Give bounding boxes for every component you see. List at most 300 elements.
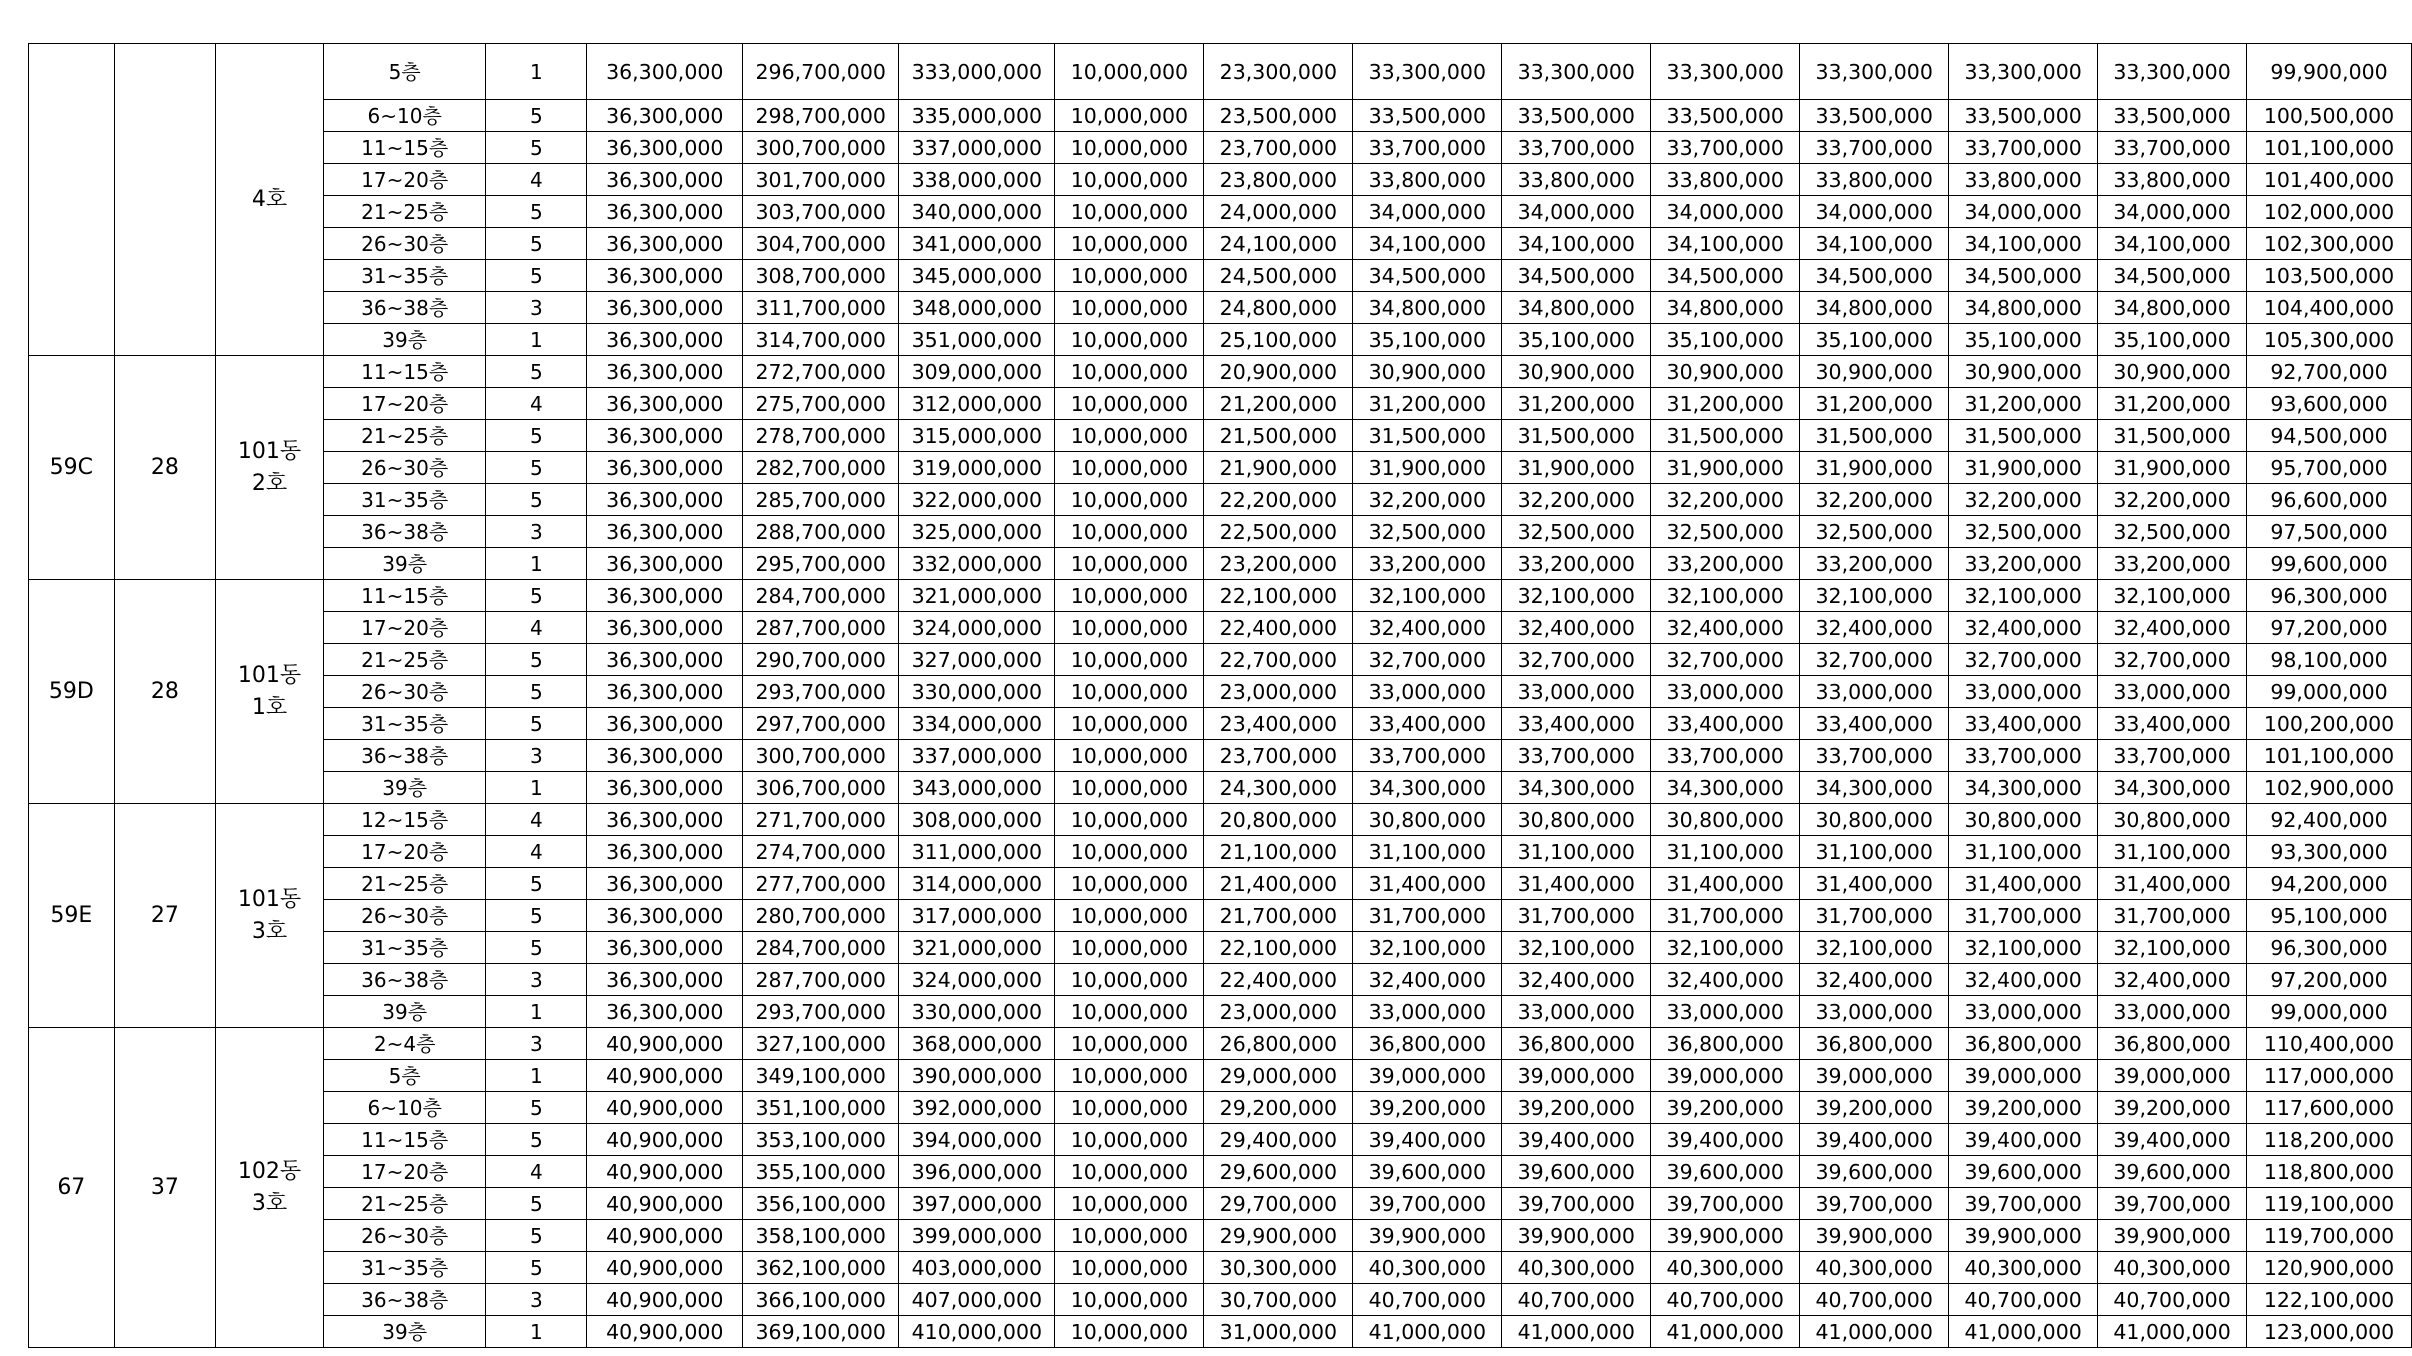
floor-range-cell: 36~38층 — [323, 1284, 485, 1316]
price-value-cell: 40,300,000 — [1353, 1252, 1502, 1284]
price-value-cell: 30,800,000 — [1353, 804, 1502, 836]
table-row — [29, 196, 2412, 228]
price-value-cell: 277,700,000 — [743, 868, 899, 900]
table-row — [29, 44, 2412, 100]
price-value-cell: 306,700,000 — [743, 772, 899, 804]
price-value-cell: 40,300,000 — [1800, 1252, 1949, 1284]
price-value-cell: 33,000,000 — [1651, 676, 1800, 708]
unit-quantity-cell: 1 — [486, 548, 587, 580]
unit-quantity-cell: 4 — [486, 164, 587, 196]
price-value-cell: 36,300,000 — [587, 100, 743, 132]
unit-quantity-cell: 5 — [486, 644, 587, 676]
price-value-cell: 40,700,000 — [1949, 1284, 2098, 1316]
table-row — [29, 580, 2412, 612]
price-value-cell: 39,400,000 — [1502, 1124, 1651, 1156]
price-value-cell: 10,000,000 — [1055, 900, 1204, 932]
price-value-cell: 32,700,000 — [1949, 644, 2098, 676]
table-row — [29, 228, 2412, 260]
price-value-cell: 118,200,000 — [2247, 1124, 2412, 1156]
price-value-cell: 30,300,000 — [1204, 1252, 1353, 1284]
table-row — [29, 1284, 2412, 1316]
unit-quantity-cell: 5 — [486, 1188, 587, 1220]
price-value-cell: 93,300,000 — [2247, 836, 2412, 868]
price-value-cell: 32,400,000 — [1502, 612, 1651, 644]
price-value-cell: 362,100,000 — [743, 1252, 899, 1284]
unit-quantity-cell: 1 — [486, 996, 587, 1028]
price-value-cell: 39,600,000 — [1949, 1156, 2098, 1188]
price-value-cell: 10,000,000 — [1055, 932, 1204, 964]
price-value-cell: 34,100,000 — [1651, 228, 1800, 260]
price-value-cell: 39,200,000 — [1651, 1092, 1800, 1124]
floor-range-cell: 36~38층 — [323, 964, 485, 996]
price-value-cell: 33,400,000 — [1651, 708, 1800, 740]
price-value-cell: 31,100,000 — [2098, 836, 2247, 868]
price-value-cell: 10,000,000 — [1055, 1092, 1204, 1124]
unit-quantity-cell: 5 — [486, 580, 587, 612]
price-value-cell: 10,000,000 — [1055, 1316, 1204, 1348]
price-value-cell: 34,500,000 — [1353, 260, 1502, 292]
price-value-cell: 32,700,000 — [1800, 644, 1949, 676]
price-value-cell: 33,000,000 — [1502, 996, 1651, 1028]
price-value-cell: 23,000,000 — [1204, 676, 1353, 708]
price-value-cell: 32,500,000 — [1651, 516, 1800, 548]
price-value-cell: 278,700,000 — [743, 420, 899, 452]
price-value-cell: 40,700,000 — [1353, 1284, 1502, 1316]
price-value-cell: 32,500,000 — [1949, 516, 2098, 548]
price-value-cell: 36,300,000 — [587, 228, 743, 260]
table-row — [29, 324, 2412, 356]
price-value-cell: 21,700,000 — [1204, 900, 1353, 932]
price-value-cell: 39,000,000 — [1949, 1060, 2098, 1092]
price-value-cell: 10,000,000 — [1055, 676, 1204, 708]
price-value-cell: 10,000,000 — [1055, 452, 1204, 484]
price-value-cell: 39,600,000 — [1353, 1156, 1502, 1188]
price-value-cell: 39,900,000 — [1800, 1220, 1949, 1252]
price-value-cell: 35,100,000 — [1502, 324, 1651, 356]
price-value-cell: 29,400,000 — [1204, 1124, 1353, 1156]
floor-range-cell: 26~30층 — [323, 900, 485, 932]
price-value-cell: 353,100,000 — [743, 1124, 899, 1156]
price-value-cell: 36,300,000 — [587, 708, 743, 740]
price-value-cell: 31,200,000 — [1651, 388, 1800, 420]
price-value-cell: 34,500,000 — [2098, 260, 2247, 292]
floor-range-cell: 11~15층 — [323, 1124, 485, 1156]
floor-range-cell: 6~10층 — [323, 1092, 485, 1124]
price-value-cell: 309,000,000 — [899, 356, 1055, 388]
price-value-cell: 104,400,000 — [2247, 292, 2412, 324]
price-value-cell: 36,800,000 — [1353, 1028, 1502, 1060]
price-value-cell: 96,600,000 — [2247, 484, 2412, 516]
price-value-cell: 349,100,000 — [743, 1060, 899, 1092]
price-value-cell: 40,700,000 — [2098, 1284, 2247, 1316]
price-value-cell: 345,000,000 — [899, 260, 1055, 292]
price-value-cell: 34,100,000 — [1800, 228, 1949, 260]
price-value-cell: 33,800,000 — [1502, 164, 1651, 196]
price-value-cell: 32,500,000 — [1353, 516, 1502, 548]
price-value-cell: 32,100,000 — [1353, 932, 1502, 964]
table-row — [29, 1156, 2412, 1188]
price-value-cell: 92,400,000 — [2247, 804, 2412, 836]
price-value-cell: 410,000,000 — [899, 1316, 1055, 1348]
floor-range-cell: 11~15층 — [323, 356, 485, 388]
price-value-cell: 24,300,000 — [1204, 772, 1353, 804]
price-value-cell: 96,300,000 — [2247, 932, 2412, 964]
price-value-cell: 99,900,000 — [2247, 44, 2412, 100]
table-row — [29, 1028, 2412, 1060]
table-row — [29, 1188, 2412, 1220]
unit-count-cell: 27 — [114, 804, 216, 1028]
price-value-cell: 36,300,000 — [587, 772, 743, 804]
price-value-cell: 34,800,000 — [1651, 292, 1800, 324]
price-value-cell: 10,000,000 — [1055, 612, 1204, 644]
unit-quantity-cell: 3 — [486, 740, 587, 772]
unit-quantity-cell: 1 — [486, 44, 587, 100]
price-value-cell: 31,700,000 — [1353, 900, 1502, 932]
price-value-cell: 29,000,000 — [1204, 1060, 1353, 1092]
price-value-cell: 33,800,000 — [1651, 164, 1800, 196]
price-value-cell: 21,900,000 — [1204, 452, 1353, 484]
price-value-cell: 33,700,000 — [2098, 132, 2247, 164]
price-value-cell: 10,000,000 — [1055, 1028, 1204, 1060]
price-value-cell: 40,900,000 — [587, 1252, 743, 1284]
price-value-cell: 31,400,000 — [1800, 868, 1949, 900]
price-value-cell: 31,400,000 — [1502, 868, 1651, 900]
price-value-cell: 36,300,000 — [587, 740, 743, 772]
price-value-cell: 40,900,000 — [587, 1028, 743, 1060]
floor-range-cell: 31~35층 — [323, 1252, 485, 1284]
price-value-cell: 33,800,000 — [1353, 164, 1502, 196]
price-value-cell: 32,400,000 — [1353, 964, 1502, 996]
price-value-cell: 34,000,000 — [1949, 196, 2098, 228]
price-value-cell: 33,500,000 — [1800, 100, 1949, 132]
price-value-cell: 33,700,000 — [1353, 740, 1502, 772]
price-value-cell: 10,000,000 — [1055, 484, 1204, 516]
price-value-cell: 33,700,000 — [1651, 132, 1800, 164]
price-value-cell: 36,300,000 — [587, 516, 743, 548]
price-value-cell: 271,700,000 — [743, 804, 899, 836]
price-value-cell: 32,100,000 — [1353, 580, 1502, 612]
price-value-cell: 39,700,000 — [1353, 1188, 1502, 1220]
table-row — [29, 644, 2412, 676]
price-value-cell: 31,100,000 — [1651, 836, 1800, 868]
floor-range-cell: 17~20층 — [323, 164, 485, 196]
price-value-cell: 39,600,000 — [1502, 1156, 1651, 1188]
price-value-cell: 39,700,000 — [1502, 1188, 1651, 1220]
price-value-cell: 40,300,000 — [1502, 1252, 1651, 1284]
unit-quantity-cell: 5 — [486, 676, 587, 708]
price-value-cell: 32,100,000 — [1502, 932, 1651, 964]
price-value-cell: 34,500,000 — [1949, 260, 2098, 292]
price-value-cell: 33,300,000 — [1651, 44, 1800, 100]
price-value-cell: 36,800,000 — [1949, 1028, 2098, 1060]
price-value-cell: 335,000,000 — [899, 100, 1055, 132]
price-value-cell: 31,400,000 — [1949, 868, 2098, 900]
price-value-cell: 272,700,000 — [743, 356, 899, 388]
price-value-cell: 30,700,000 — [1204, 1284, 1353, 1316]
unit-quantity-cell: 5 — [486, 1252, 587, 1284]
price-value-cell: 10,000,000 — [1055, 1284, 1204, 1316]
unit-count-cell — [114, 44, 216, 356]
price-value-cell: 337,000,000 — [899, 740, 1055, 772]
price-value-cell: 40,700,000 — [1800, 1284, 1949, 1316]
price-value-cell: 290,700,000 — [743, 644, 899, 676]
price-value-cell: 123,000,000 — [2247, 1316, 2412, 1348]
price-value-cell: 31,100,000 — [1949, 836, 2098, 868]
price-value-cell: 321,000,000 — [899, 932, 1055, 964]
price-value-cell: 407,000,000 — [899, 1284, 1055, 1316]
building-unit-cell: 101동 1호 — [216, 580, 324, 804]
table-row — [29, 420, 2412, 452]
price-value-cell: 39,600,000 — [2098, 1156, 2247, 1188]
price-value-cell: 94,200,000 — [2247, 868, 2412, 900]
price-value-cell: 119,700,000 — [2247, 1220, 2412, 1252]
price-value-cell: 32,400,000 — [1949, 612, 2098, 644]
price-value-cell: 39,700,000 — [1651, 1188, 1800, 1220]
price-value-cell: 311,700,000 — [743, 292, 899, 324]
price-value-cell: 308,000,000 — [899, 804, 1055, 836]
price-value-cell: 10,000,000 — [1055, 548, 1204, 580]
price-value-cell: 32,100,000 — [2098, 932, 2247, 964]
price-value-cell: 101,400,000 — [2247, 164, 2412, 196]
price-value-cell: 31,200,000 — [1949, 388, 2098, 420]
price-value-cell: 36,300,000 — [587, 164, 743, 196]
price-value-cell: 39,600,000 — [1651, 1156, 1800, 1188]
price-value-cell: 333,000,000 — [899, 44, 1055, 100]
price-value-cell: 33,200,000 — [1502, 548, 1651, 580]
price-value-cell: 40,300,000 — [2098, 1252, 2247, 1284]
unit-quantity-cell: 5 — [486, 932, 587, 964]
price-value-cell: 31,100,000 — [1353, 836, 1502, 868]
price-value-cell: 36,300,000 — [587, 356, 743, 388]
price-value-cell: 293,700,000 — [743, 996, 899, 1028]
price-value-cell: 351,100,000 — [743, 1092, 899, 1124]
price-value-cell: 32,100,000 — [2098, 580, 2247, 612]
price-value-cell: 117,000,000 — [2247, 1060, 2412, 1092]
price-value-cell: 36,300,000 — [587, 44, 743, 100]
price-value-cell: 32,400,000 — [1800, 964, 1949, 996]
unit-type-cell: 59E — [29, 804, 115, 1028]
price-value-cell: 287,700,000 — [743, 612, 899, 644]
price-value-cell: 119,100,000 — [2247, 1188, 2412, 1220]
floor-range-cell: 6~10층 — [323, 100, 485, 132]
price-value-cell: 30,900,000 — [1800, 356, 1949, 388]
table-row — [29, 772, 2412, 804]
price-value-cell: 32,100,000 — [1502, 580, 1651, 612]
building-unit-cell: 4호 — [216, 44, 324, 356]
price-value-cell: 31,500,000 — [1949, 420, 2098, 452]
price-value-cell: 23,700,000 — [1204, 740, 1353, 772]
unit-quantity-cell: 5 — [486, 196, 587, 228]
price-value-cell: 32,400,000 — [1651, 612, 1800, 644]
price-value-cell: 317,000,000 — [899, 900, 1055, 932]
price-value-cell: 31,700,000 — [1502, 900, 1651, 932]
price-value-cell: 40,300,000 — [1651, 1252, 1800, 1284]
unit-quantity-cell: 4 — [486, 1156, 587, 1188]
price-value-cell: 32,400,000 — [1353, 612, 1502, 644]
table-row — [29, 452, 2412, 484]
table-row — [29, 1060, 2412, 1092]
price-value-cell: 32,200,000 — [1949, 484, 2098, 516]
price-value-cell: 32,200,000 — [1800, 484, 1949, 516]
price-value-cell: 296,700,000 — [743, 44, 899, 100]
price-value-cell: 33,700,000 — [1800, 132, 1949, 164]
unit-quantity-cell: 5 — [486, 1124, 587, 1156]
floor-range-cell: 21~25층 — [323, 644, 485, 676]
unit-type-cell: 59C — [29, 356, 115, 580]
price-value-cell: 32,500,000 — [2098, 516, 2247, 548]
price-value-cell: 40,900,000 — [587, 1188, 743, 1220]
floor-range-cell: 11~15층 — [323, 132, 485, 164]
price-value-cell: 36,300,000 — [587, 260, 743, 292]
price-value-cell: 96,300,000 — [2247, 580, 2412, 612]
floor-range-cell: 21~25층 — [323, 1188, 485, 1220]
floor-range-cell: 26~30층 — [323, 452, 485, 484]
price-value-cell: 39,900,000 — [1502, 1220, 1651, 1252]
price-value-cell: 32,400,000 — [1502, 964, 1651, 996]
price-value-cell: 33,400,000 — [1353, 708, 1502, 740]
building-unit-cell: 101동 3호 — [216, 804, 324, 1028]
floor-range-cell: 2~4층 — [323, 1028, 485, 1060]
floor-range-cell: 39층 — [323, 1316, 485, 1348]
floor-range-cell: 21~25층 — [323, 196, 485, 228]
price-value-cell: 368,000,000 — [899, 1028, 1055, 1060]
price-value-cell: 32,200,000 — [1502, 484, 1651, 516]
price-value-cell: 31,400,000 — [1651, 868, 1800, 900]
floor-range-cell: 21~25층 — [323, 420, 485, 452]
price-value-cell: 36,300,000 — [587, 324, 743, 356]
price-value-cell: 36,300,000 — [587, 900, 743, 932]
price-value-cell: 31,700,000 — [1800, 900, 1949, 932]
price-value-cell: 304,700,000 — [743, 228, 899, 260]
unit-quantity-cell: 5 — [486, 868, 587, 900]
price-value-cell: 275,700,000 — [743, 388, 899, 420]
floor-range-cell: 5층 — [323, 44, 485, 100]
price-value-cell: 32,400,000 — [1800, 612, 1949, 644]
price-value-cell: 39,000,000 — [1353, 1060, 1502, 1092]
price-value-cell: 99,600,000 — [2247, 548, 2412, 580]
price-value-cell: 23,200,000 — [1204, 548, 1353, 580]
price-value-cell: 394,000,000 — [899, 1124, 1055, 1156]
price-value-cell: 33,000,000 — [2098, 996, 2247, 1028]
price-value-cell: 32,400,000 — [1949, 964, 2098, 996]
price-value-cell: 35,100,000 — [2098, 324, 2247, 356]
price-value-cell: 10,000,000 — [1055, 388, 1204, 420]
price-value-cell: 40,900,000 — [587, 1156, 743, 1188]
unit-count-cell: 28 — [114, 580, 216, 804]
price-value-cell: 39,200,000 — [1949, 1092, 2098, 1124]
price-value-cell: 39,400,000 — [1651, 1124, 1800, 1156]
price-value-cell: 33,300,000 — [1949, 44, 2098, 100]
floor-range-cell: 12~15층 — [323, 804, 485, 836]
unit-quantity-cell: 5 — [486, 1092, 587, 1124]
price-value-cell: 300,700,000 — [743, 740, 899, 772]
floor-range-cell: 36~38층 — [323, 292, 485, 324]
unit-quantity-cell: 3 — [486, 292, 587, 324]
price-value-cell: 33,700,000 — [1949, 132, 2098, 164]
floor-range-cell: 36~38층 — [323, 740, 485, 772]
price-value-cell: 397,000,000 — [899, 1188, 1055, 1220]
price-value-cell: 39,600,000 — [1800, 1156, 1949, 1188]
price-value-cell: 22,100,000 — [1204, 932, 1353, 964]
price-value-cell: 31,200,000 — [2098, 388, 2247, 420]
price-value-cell: 325,000,000 — [899, 516, 1055, 548]
price-value-cell: 31,500,000 — [1651, 420, 1800, 452]
price-value-cell: 32,100,000 — [1651, 580, 1800, 612]
price-value-cell: 34,500,000 — [1651, 260, 1800, 292]
price-table-body — [29, 44, 2412, 1348]
price-value-cell: 23,300,000 — [1204, 44, 1353, 100]
price-value-cell: 32,500,000 — [1800, 516, 1949, 548]
table-row — [29, 260, 2412, 292]
price-value-cell: 29,200,000 — [1204, 1092, 1353, 1124]
price-value-cell: 33,700,000 — [1353, 132, 1502, 164]
floor-range-cell: 5층 — [323, 1060, 485, 1092]
price-value-cell: 23,800,000 — [1204, 164, 1353, 196]
price-value-cell: 36,300,000 — [587, 612, 743, 644]
floor-range-cell: 36~38층 — [323, 516, 485, 548]
unit-count-cell: 28 — [114, 356, 216, 580]
price-value-cell: 39,900,000 — [2098, 1220, 2247, 1252]
price-value-cell: 100,200,000 — [2247, 708, 2412, 740]
price-value-cell: 10,000,000 — [1055, 100, 1204, 132]
price-value-cell: 100,500,000 — [2247, 100, 2412, 132]
price-value-cell: 308,700,000 — [743, 260, 899, 292]
building-unit-cell: 102동 3호 — [216, 1028, 324, 1348]
price-value-cell: 322,000,000 — [899, 484, 1055, 516]
price-value-cell: 102,900,000 — [2247, 772, 2412, 804]
price-value-cell: 31,500,000 — [2098, 420, 2247, 452]
price-value-cell: 34,500,000 — [1502, 260, 1651, 292]
price-value-cell: 26,800,000 — [1204, 1028, 1353, 1060]
price-value-cell: 41,000,000 — [2098, 1316, 2247, 1348]
price-value-cell: 30,900,000 — [1502, 356, 1651, 388]
price-value-cell: 10,000,000 — [1055, 324, 1204, 356]
price-value-cell: 31,100,000 — [1502, 836, 1651, 868]
price-value-cell: 94,500,000 — [2247, 420, 2412, 452]
price-value-cell: 10,000,000 — [1055, 996, 1204, 1028]
table-row — [29, 612, 2412, 644]
price-value-cell: 39,000,000 — [1651, 1060, 1800, 1092]
price-value-cell: 34,800,000 — [1502, 292, 1651, 324]
price-value-cell: 303,700,000 — [743, 196, 899, 228]
unit-quantity-cell: 3 — [486, 964, 587, 996]
price-value-cell: 10,000,000 — [1055, 836, 1204, 868]
floor-range-cell: 31~35층 — [323, 932, 485, 964]
price-value-cell: 99,000,000 — [2247, 676, 2412, 708]
price-value-cell: 22,100,000 — [1204, 580, 1353, 612]
price-value-cell: 32,200,000 — [1651, 484, 1800, 516]
price-value-cell: 39,200,000 — [2098, 1092, 2247, 1124]
price-value-cell: 287,700,000 — [743, 964, 899, 996]
unit-quantity-cell: 4 — [486, 388, 587, 420]
price-value-cell: 36,300,000 — [587, 452, 743, 484]
price-value-cell: 36,300,000 — [587, 388, 743, 420]
price-value-cell: 110,400,000 — [2247, 1028, 2412, 1060]
price-value-cell: 33,400,000 — [1502, 708, 1651, 740]
price-value-cell: 285,700,000 — [743, 484, 899, 516]
table-row — [29, 964, 2412, 996]
price-value-cell: 33,000,000 — [1651, 996, 1800, 1028]
price-value-cell: 369,100,000 — [743, 1316, 899, 1348]
table-row — [29, 516, 2412, 548]
price-value-cell: 31,900,000 — [1651, 452, 1800, 484]
price-value-cell: 22,200,000 — [1204, 484, 1353, 516]
unit-quantity-cell: 5 — [486, 484, 587, 516]
price-value-cell: 390,000,000 — [899, 1060, 1055, 1092]
price-value-cell: 32,400,000 — [2098, 964, 2247, 996]
price-value-cell: 34,800,000 — [1800, 292, 1949, 324]
table-row — [29, 676, 2412, 708]
